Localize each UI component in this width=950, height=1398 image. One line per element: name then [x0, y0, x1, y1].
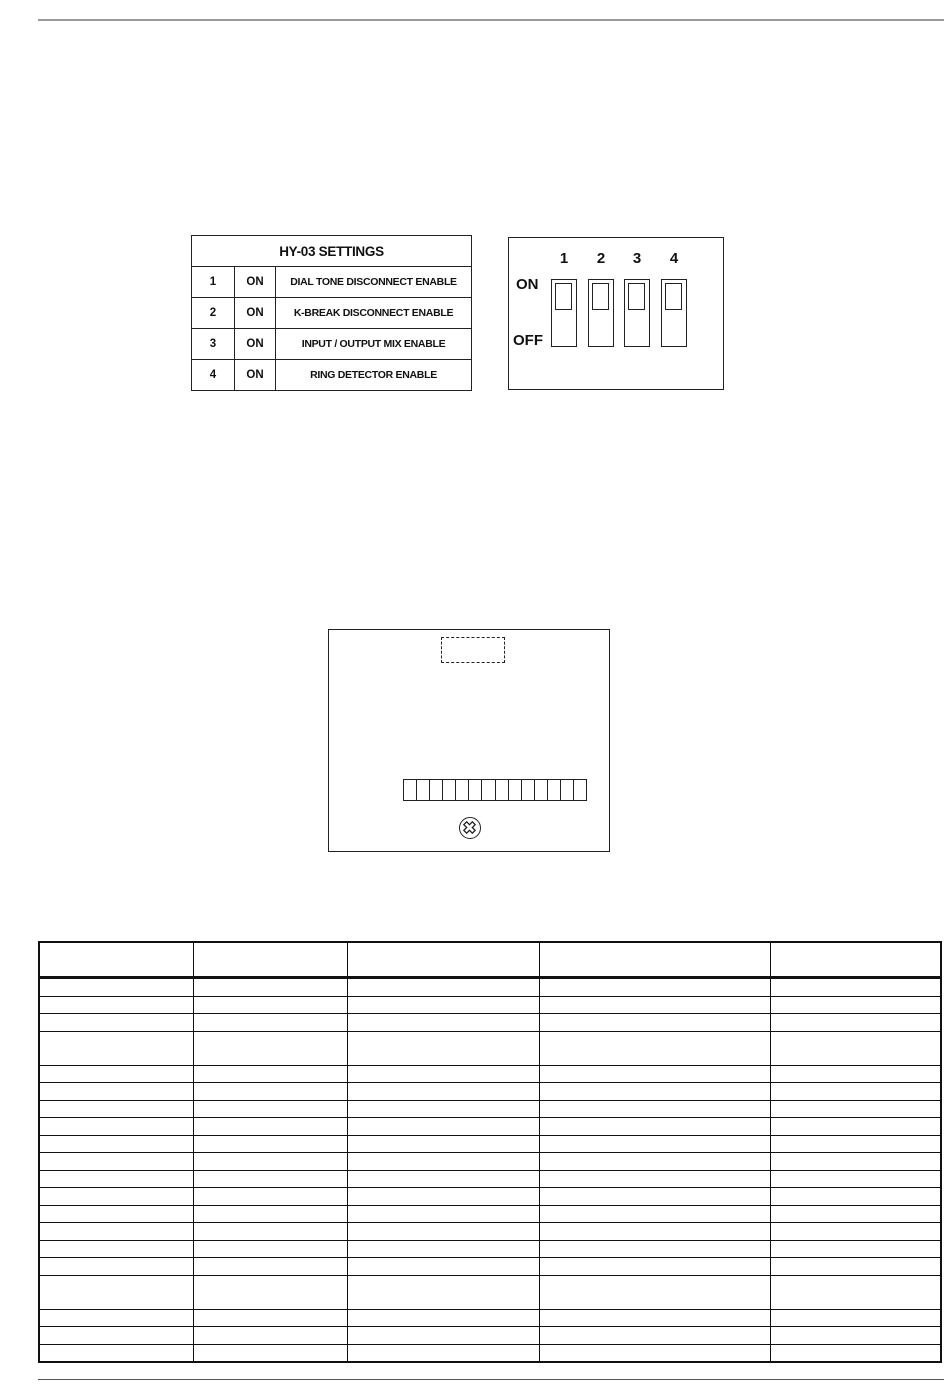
terminal-slot: [456, 780, 469, 800]
dip-knob: [555, 283, 572, 310]
table-row: [39, 978, 941, 997]
table-header-cell: [347, 942, 540, 978]
footer-rule: [38, 1379, 944, 1380]
table-cell: [770, 1223, 941, 1241]
table-cell: [194, 1170, 348, 1188]
screw-icon: [459, 817, 481, 839]
settings-row: [192, 298, 471, 329]
table-row: [39, 1240, 941, 1258]
settings-row-number: 2: [192, 298, 235, 328]
terminal-slot: [535, 780, 548, 800]
dip-on-label: ON: [516, 276, 539, 293]
table-cell: [347, 1083, 540, 1101]
table-cell: [347, 978, 540, 997]
table-cell: [540, 1065, 770, 1083]
table-cell: [770, 1014, 941, 1032]
table-cell: [770, 1065, 941, 1083]
table-cell: [194, 1344, 348, 1362]
table-cell: [770, 1135, 941, 1153]
dip-switch-3[interactable]: [624, 279, 650, 347]
table-cell: [540, 996, 770, 1014]
table-cell: [39, 1309, 194, 1327]
table-cell: [194, 1014, 348, 1032]
table-cell: [194, 1100, 348, 1118]
table-cell: [347, 1014, 540, 1032]
table-cell: [194, 1135, 348, 1153]
dip-switch-diagram: [508, 237, 724, 390]
table-cell: [770, 1309, 941, 1327]
table-cell: [770, 1100, 941, 1118]
dip-number-1: 1: [559, 250, 569, 267]
table-cell: [194, 1327, 348, 1345]
table-cell: [39, 1223, 194, 1241]
settings-row: [192, 329, 471, 360]
table-cell: [39, 1240, 194, 1258]
table-header-cell: [194, 942, 348, 978]
table-row: [39, 1309, 941, 1327]
table-cell: [347, 1258, 540, 1276]
table-cell: [540, 978, 770, 997]
table-row: [39, 1153, 941, 1171]
table-cell: [770, 1188, 941, 1206]
table-row: [39, 1135, 941, 1153]
terminal-slot: [509, 780, 522, 800]
table-cell: [39, 1100, 194, 1118]
dip-knob: [592, 283, 609, 310]
table-row: [39, 1014, 941, 1032]
table-cell: [347, 1205, 540, 1223]
table-cell: [770, 1258, 941, 1276]
table-cell: [770, 1118, 941, 1136]
table-cell: [540, 1170, 770, 1188]
settings-row-description: INPUT / OUTPUT MIX ENABLE: [301, 338, 446, 350]
table-cell: [540, 1118, 770, 1136]
settings-row-description: DIAL TONE DISCONNECT ENABLE: [290, 276, 457, 288]
table-cell: [540, 1031, 770, 1065]
settings-row-number: 1: [192, 267, 235, 297]
table-row: [39, 1258, 941, 1276]
table-cell: [540, 1135, 770, 1153]
table-cell: [39, 1083, 194, 1101]
settings-row-state: ON: [235, 360, 276, 390]
table-cell: [347, 1223, 540, 1241]
table-row: [39, 1118, 941, 1136]
table-cell: [347, 1135, 540, 1153]
table-cell: [39, 996, 194, 1014]
settings-row-number: 3: [192, 329, 235, 359]
table-cell: [540, 1258, 770, 1276]
settings-row-description: K-BREAK DISCONNECT ENABLE: [293, 307, 454, 319]
table-cell: [347, 1309, 540, 1327]
table-cell: [347, 1118, 540, 1136]
table-cell: [194, 1083, 348, 1101]
table-cell: [194, 1258, 348, 1276]
table-cell: [540, 1188, 770, 1206]
table-cell: [39, 1170, 194, 1188]
table-cell: [39, 1205, 194, 1223]
table-cell: [770, 1153, 941, 1171]
terminal-slot: [482, 780, 495, 800]
table-cell: [39, 1258, 194, 1276]
table-header-cell: [39, 942, 194, 978]
table-cell: [194, 1205, 348, 1223]
table-cell: [540, 1309, 770, 1327]
table-cell: [39, 1275, 194, 1309]
terminal-slot: [417, 780, 430, 800]
table-cell: [540, 1327, 770, 1345]
table-row: [39, 1170, 941, 1188]
table-cell: [540, 1083, 770, 1101]
table-cell: [194, 1031, 348, 1065]
terminal-slot: [430, 780, 443, 800]
table-cell: [194, 1275, 348, 1309]
terminal-slot: [574, 780, 586, 800]
table-row: [39, 1275, 941, 1309]
settings-row: [192, 360, 471, 390]
board-diagram: [328, 629, 610, 852]
terminal-slot: [522, 780, 535, 800]
table-cell: [194, 1223, 348, 1241]
terminal-slot: [548, 780, 561, 800]
dip-switch-2[interactable]: [588, 279, 614, 347]
terminal-slot: [561, 780, 574, 800]
table-cell: [194, 1309, 348, 1327]
table-cell: [347, 1153, 540, 1171]
table-cell: [39, 1135, 194, 1153]
table-row: [39, 1083, 941, 1101]
table-header-row: [39, 942, 941, 978]
table-row: [39, 1205, 941, 1223]
table-cell: [347, 1275, 540, 1309]
table-header-cell: [540, 942, 770, 978]
dip-switch-1[interactable]: [551, 279, 577, 347]
header-rule: [38, 19, 944, 21]
table-cell: [194, 1065, 348, 1083]
table-cell: [770, 1327, 941, 1345]
dip-number-2: 2: [596, 250, 606, 267]
table-cell: [194, 1188, 348, 1206]
settings-row-state: ON: [235, 267, 276, 297]
table-cell: [770, 1031, 941, 1065]
table-cell: [540, 1275, 770, 1309]
table-cell: [347, 1344, 540, 1362]
table-cell: [39, 1153, 194, 1171]
table-row: [39, 1100, 941, 1118]
table-row: [39, 1327, 941, 1345]
table-cell: [540, 1223, 770, 1241]
table-row: [39, 1031, 941, 1065]
table-cell: [194, 978, 348, 997]
dip-knob: [665, 283, 682, 310]
dip-switch-4[interactable]: [661, 279, 687, 347]
table-row: [39, 1065, 941, 1083]
terminal-slot: [496, 780, 509, 800]
table-row: [39, 1344, 941, 1362]
terminal-slot: [469, 780, 482, 800]
table-cell: [347, 1100, 540, 1118]
table-cell: [770, 1275, 941, 1309]
settings-row-state: ON: [235, 329, 276, 359]
table-row: [39, 1188, 941, 1206]
table-cell: [347, 1065, 540, 1083]
table-cell: [39, 1031, 194, 1065]
dip-number-3: 3: [632, 250, 642, 267]
table-cell: [540, 1205, 770, 1223]
table-cell: [39, 1014, 194, 1032]
settings-row-state: ON: [235, 298, 276, 328]
table-cell: [194, 1118, 348, 1136]
table-cell: [347, 1327, 540, 1345]
table-cell: [770, 1240, 941, 1258]
table-cell: [540, 1240, 770, 1258]
settings-row: [192, 267, 471, 298]
settings-title: HY-03 SETTINGS: [192, 236, 471, 267]
table-cell: [39, 1327, 194, 1345]
table-cell: [194, 1240, 348, 1258]
table-cell: [194, 996, 348, 1014]
settings-row-number: 4: [192, 360, 235, 390]
table-cell: [770, 978, 941, 997]
table-cell: [39, 1065, 194, 1083]
table-cell: [770, 1205, 941, 1223]
table-cell: [770, 996, 941, 1014]
table-cell: [347, 1170, 540, 1188]
table-cell: [540, 1100, 770, 1118]
table-cell: [347, 1031, 540, 1065]
terminal-slot: [404, 780, 417, 800]
table-header-cell: [770, 942, 941, 978]
table-cell: [770, 1083, 941, 1101]
table-cell: [540, 1153, 770, 1171]
table-cell: [540, 1014, 770, 1032]
dip-knob: [628, 283, 645, 310]
data-table: [38, 941, 942, 1363]
table-row: [39, 996, 941, 1014]
table-cell: [39, 1118, 194, 1136]
table-cell: [347, 1188, 540, 1206]
table-cell: [39, 1344, 194, 1362]
dip-off-label: OFF: [513, 332, 543, 349]
hy03-settings-table: [191, 235, 472, 391]
dip-switch-location-outline: [441, 637, 505, 663]
terminal-slot: [443, 780, 456, 800]
terminal-block: [403, 779, 587, 801]
table-cell: [540, 1344, 770, 1362]
table-row: [39, 1223, 941, 1241]
table-cell: [39, 1188, 194, 1206]
table-cell: [347, 1240, 540, 1258]
table-cell: [39, 978, 194, 997]
table-cell: [347, 996, 540, 1014]
dip-number-4: 4: [669, 250, 679, 267]
table-cell: [770, 1344, 941, 1362]
settings-row-description: RING DETECTOR ENABLE: [310, 369, 437, 381]
table-cell: [770, 1170, 941, 1188]
table-cell: [194, 1153, 348, 1171]
